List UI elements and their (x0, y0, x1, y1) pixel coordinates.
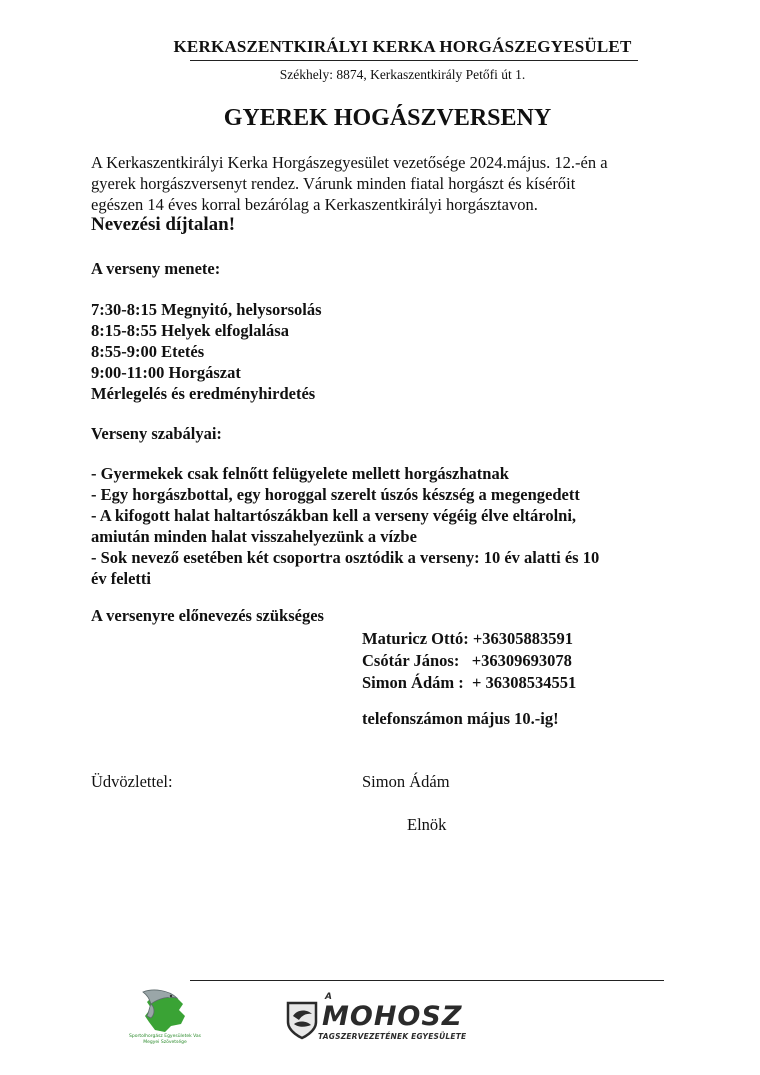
entry-fee-notice: Nevezési díjtalan! (91, 214, 236, 235)
contact-item: Maturicz Ottó: +36305883591 (362, 629, 574, 648)
rules-list (91, 463, 599, 589)
rules-heading: Verseny szabályai: (91, 424, 222, 443)
schedule-item: 9:00-11:00 Horgászat (91, 363, 241, 382)
pre-registration-note: A versenyre előnevezés szükséges (91, 606, 324, 625)
mohosz-wordmark: MOHOSZ (322, 1001, 463, 1032)
mohosz-subtitle: TAGSZERVEZETÉNEK EGYESÜLETE (318, 1032, 467, 1041)
vas-county-federation-logo (125, 986, 205, 1058)
schedule-item: 8:15-8:55 Helyek elfoglalása (91, 321, 289, 340)
schedule-item: 7:30-8:15 Megnyitó, helysorsolás (91, 300, 322, 319)
mohosz-prefix: A (325, 992, 332, 1002)
schedule-item: 8:55-9:00 Etetés (91, 342, 205, 361)
left-logo-caption: Sportolhorgász Egyesületek Vas Megyei Szövetsége (129, 1034, 201, 1045)
intro-line: egészen 14 éves korral bezárólag a Kerkaszentkirályi horgásztavon. (91, 195, 538, 214)
contact-item: Simon Ádám : + 36308534551 (362, 673, 577, 692)
closing-greeting: Üdvözlettel: (91, 772, 173, 791)
signer-role: Elnök (407, 815, 447, 834)
registration-deadline: telefonszámon május 10.-ig! (362, 709, 559, 728)
schedule-heading: A verseny menete: (91, 259, 221, 278)
header-divider (190, 60, 638, 61)
intro-line: gyerek horgászversenyt rendez. Várunk minden fiatal horgászt és kísérőit (91, 174, 576, 193)
contact-item: Csótár János: +36309693078 (362, 651, 572, 670)
signer-name: Simon Ádám (362, 772, 450, 791)
schedule-list (91, 299, 322, 404)
contact-list (362, 628, 576, 694)
organization-name: KERKASZENTKIRÁLYI KERKA HORGÁSZEGYESÜLET (173, 37, 632, 56)
document-title: GYEREK HOGÁSZVERSENY (223, 105, 552, 131)
fish-map-icon (125, 986, 205, 1036)
rule-line: év feletti (91, 569, 151, 588)
mohosz-logo (285, 992, 467, 1047)
intro-line: A Kerkaszentkirályi Kerka Horgászegyesület vezetősége 2024.május. 12.-én a (91, 153, 608, 172)
schedule-item: Mérlegelés és eredményhirdetés (91, 384, 316, 403)
rule-line: amiután minden halat visszahelyezünk a vízbe (91, 527, 417, 546)
rule-line: - Gyermekek csak felnőtt felügyelete mellett horgászhatnak (91, 464, 509, 483)
mohosz-shield-icon (285, 1000, 319, 1040)
organization-address: Székhely: 8874, Kerkaszentkirály Petőfi út 1. (279, 67, 526, 82)
footer-divider (190, 980, 664, 981)
rule-line: - A kifogott halat haltartószákban kell a verseny végéig élve eltárolni, (91, 506, 577, 525)
rule-line: - Sok nevező esetében két csoportra osztódik a verseny: 10 év alatti és 10 (91, 548, 600, 567)
rule-line: - Egy horgászbottal, egy horoggal szerelt úszós készség a megengedett (91, 485, 580, 504)
intro-paragraph (91, 152, 691, 215)
